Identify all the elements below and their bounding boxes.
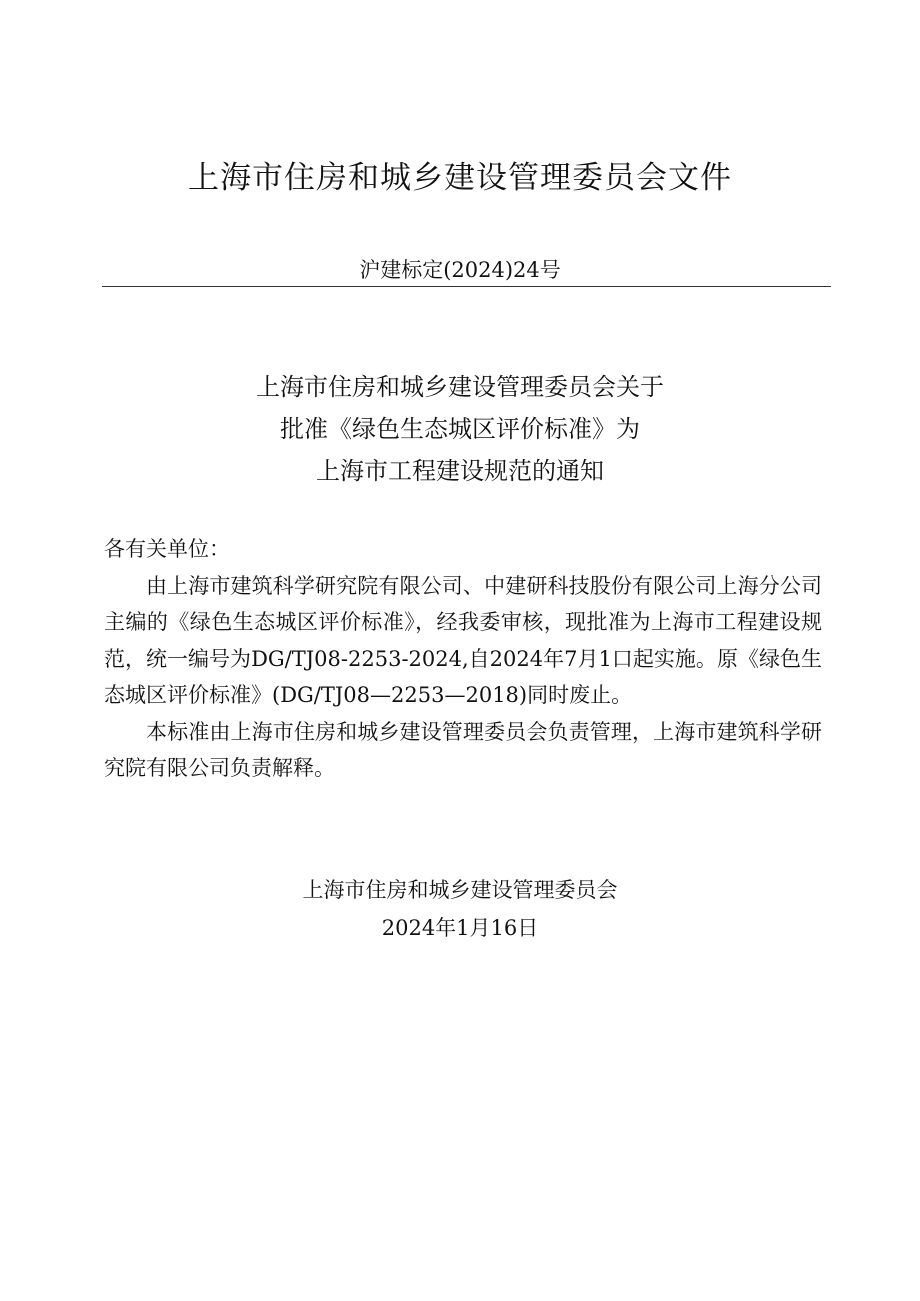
body-paragraph-2: 本标准由上海市住房和城乡建设管理委员会负责管理，上海市建筑科学研究院有限公司负责解释。 bbox=[104, 719, 822, 780]
signature-block bbox=[0, 871, 920, 947]
issuer-name: 上海市住房和城乡建设管理委员会 bbox=[302, 878, 618, 902]
notice-title-line-3: 上海市工程建设规范的通知 bbox=[316, 457, 604, 485]
document-number: 沪建标定(2024)24号 bbox=[359, 258, 561, 282]
notice-title-line-2: 批准《绿色生态城区评价标准》为 bbox=[280, 415, 640, 443]
header-divider bbox=[102, 286, 831, 287]
notice-body bbox=[104, 531, 822, 787]
body-paragraph-1: 由上海市建筑科学研究院有限公司、中建研科技股份有限公司上海分公司主编的《绿色生态城区评价标准》，经我委审核，现批准为上海市工程建设规范，统一编号为DG/TJ08-2253-2024,自2024年7月1口起实施。原《绿色生态城区评价标准》(DG/TJ08—2253—2018)同时废止。 bbox=[104, 573, 822, 707]
salutation: 各有关单位： bbox=[104, 537, 230, 561]
document-header-title: 上海市住房和城乡建设管理委员会文件 bbox=[188, 160, 732, 196]
notice-title bbox=[0, 366, 920, 492]
notice-title-line-1: 上海市住房和城乡建设管理委员会关于 bbox=[256, 373, 664, 401]
issue-date: 2024年1月16日 bbox=[381, 916, 539, 940]
